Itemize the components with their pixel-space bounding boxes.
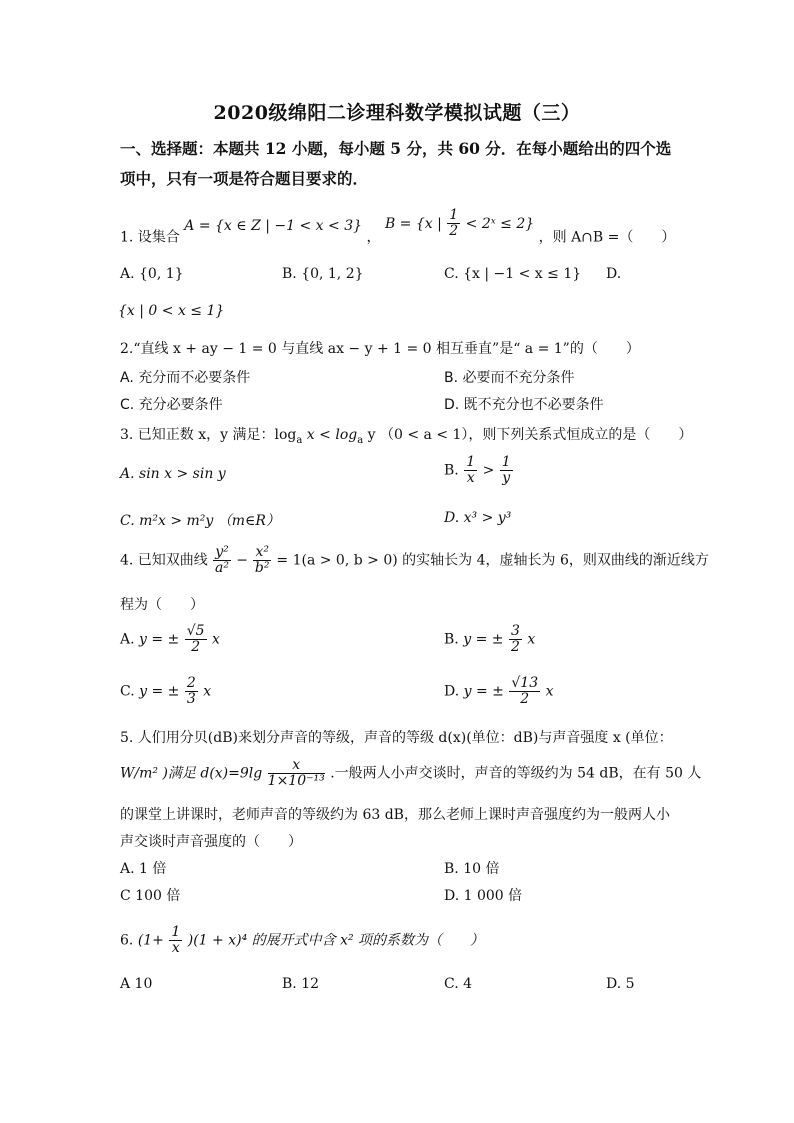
q3-option-d[interactable]: D. x³ > y³ xyxy=(444,510,512,526)
q3-b-gt: > xyxy=(482,462,495,479)
q1-option-b[interactable]: B. {0, 1, 2} xyxy=(282,266,364,282)
q5-line2-post: .一般两人小声交谈时，声音的等级约为 54 dB，在有 50 人 xyxy=(330,765,702,782)
q6-fraction xyxy=(169,925,182,956)
q3-log-base-1: a xyxy=(296,434,303,446)
q6-option-a[interactable]: A 10 xyxy=(120,976,153,992)
fraction-denominator: 2 xyxy=(520,691,530,707)
q1-set-b-lead: B = {x | xyxy=(384,215,442,232)
q4-stem-tail: = 1(a > 0, b > 0) 的实轴长为 4，虚轴长为 6，则双曲线的渐近线方 xyxy=(276,552,709,569)
fraction-denominator: x xyxy=(171,940,180,956)
q4-stem-prefix: 4. 已知双曲线 xyxy=(120,552,208,569)
q4-option-a-label: A. xyxy=(120,631,135,648)
q2-option-a[interactable]: A. 充分而不必要条件 xyxy=(120,370,251,386)
q3-option-c[interactable]: C. m²x > m²y （m∈R） xyxy=(120,513,280,529)
q2-option-b[interactable]: B. 必要而不充分条件 xyxy=(444,370,575,386)
q3-option-a[interactable]: A. sin x > sin y xyxy=(120,466,226,482)
q6-prefix: 6. xyxy=(120,932,134,949)
section-heading-line1: 一、选择题：本题共 12 小题，每小题 5 分，共 60 分．在每小题给出的四个选 xyxy=(120,139,672,158)
question-3-stem xyxy=(120,424,692,446)
q1-set-b xyxy=(384,207,539,239)
fraction-denominator: y xyxy=(502,470,511,486)
q1-comma: ， xyxy=(366,229,381,246)
q1-set-a: A = {x ∈ Z | −1 < x < 3} xyxy=(184,217,363,234)
q6-expr-pre: (1+ xyxy=(137,932,164,949)
q1-set-b-tail: < 2ˣ ≤ 2} xyxy=(465,215,535,232)
q2-option-c[interactable]: C. 充分必要条件 xyxy=(120,397,223,413)
page-title: 2020级绵阳二诊理科数学模拟试题（三） xyxy=(213,102,581,124)
q1-suffix: ，则 A∩B =（ ） xyxy=(538,229,676,246)
q4-option-a[interactable] xyxy=(120,624,220,655)
fraction-numerator: x² xyxy=(255,544,269,560)
section-heading-line2: 项中，只有一项是符合题目要求的． xyxy=(120,169,369,188)
q4-stem-line2: 程为（ ） xyxy=(120,597,204,613)
fraction-denominator: 1×10⁻¹³ xyxy=(267,773,325,789)
q4-d-fraction xyxy=(509,676,540,707)
question-2-stem: 2.“直线 x + ay − 1 = 0 与直线 ax − y + 1 = 0 相互垂直”是“ a = 1”的（ ） xyxy=(120,341,640,357)
fraction-numerator: x xyxy=(268,758,325,774)
fraction-denominator: x xyxy=(466,470,475,486)
q4-option-b[interactable] xyxy=(444,624,535,655)
q1-option-d-value: {x | 0 < x ≤ 1} xyxy=(118,303,225,319)
q5-line2-pre: W/m² )满足 d(x)=9lg xyxy=(120,765,263,782)
q4-fraction-2 xyxy=(253,545,271,576)
q4-d-post: x xyxy=(545,683,554,700)
q4-minus: − xyxy=(236,552,248,569)
question-4-stem xyxy=(120,545,709,576)
fraction-denominator: 2 xyxy=(510,639,520,655)
q6-option-d[interactable]: D. 5 xyxy=(606,976,635,992)
q4-d-pre: y = ± xyxy=(463,683,504,700)
q6-expr-post: )(1 + x)⁴ 的展开式中含 x² 项的系数为（ ） xyxy=(187,932,485,949)
q5-option-c[interactable]: C 100 倍 xyxy=(120,888,181,904)
q3-option-b-label: B. xyxy=(444,462,459,479)
q3-stem-tail: y （0 < a < 1），则下列关系式恒成立的是（ ） xyxy=(363,427,693,443)
fraction-denominator: 3 xyxy=(186,691,196,707)
q4-c-pre: y = ± xyxy=(139,683,180,700)
question-6-stem xyxy=(120,925,484,956)
fraction-denominator: 2 xyxy=(449,223,459,239)
fraction-numerator: 1 xyxy=(466,454,476,470)
q5-line2 xyxy=(120,758,701,789)
q1-prefix: 1. 设集合 xyxy=(120,229,180,246)
q6-option-c[interactable]: C. 4 xyxy=(444,976,473,992)
fraction-numerator: 1 xyxy=(501,454,511,470)
section-heading xyxy=(120,134,680,194)
q1-option-a[interactable]: A. {0, 1} xyxy=(120,266,184,282)
q3-b-right-fraction xyxy=(500,455,513,486)
q4-option-c[interactable] xyxy=(120,676,211,707)
fraction-numerator: √5 xyxy=(186,623,205,639)
q6-option-b[interactable]: B. 12 xyxy=(282,976,320,992)
fraction-numerator: y² xyxy=(215,544,229,560)
fraction-denominator: 2 xyxy=(191,639,201,655)
question-1-stem xyxy=(120,207,676,253)
fraction-numerator: 3 xyxy=(510,623,520,639)
q4-fraction-1 xyxy=(213,545,231,576)
q5-line4: 声交谈时声音强度的（ ） xyxy=(120,834,302,850)
q4-option-c-label: C. xyxy=(120,683,135,700)
q5-option-d[interactable]: D. 1 000 倍 xyxy=(444,888,523,904)
q4-option-d-label: D. xyxy=(444,683,460,700)
q3-stem-mid: x < log xyxy=(302,427,358,443)
fraction-numerator: 1 xyxy=(171,924,181,940)
q4-a-fraction xyxy=(185,624,207,655)
q3-b-left-fraction xyxy=(464,455,477,486)
q3-option-b[interactable] xyxy=(444,455,514,486)
fraction-denominator: b² xyxy=(254,560,270,576)
q5-line3: 的课堂上讲课时，老师声音的等级约为 63 dB，那么老师上课时声音强度约为一般两人小 xyxy=(120,807,670,823)
q1-set-b-fraction xyxy=(447,208,460,239)
q4-b-pre: y = ± xyxy=(463,631,504,648)
q4-c-post: x xyxy=(203,683,212,700)
q5-option-b[interactable]: B. 10 倍 xyxy=(444,861,500,877)
q1-option-c[interactable]: C. {x | −1 < x ≤ 1} xyxy=(444,266,582,282)
fraction-numerator: 1 xyxy=(449,207,459,223)
fraction-numerator: √13 xyxy=(511,675,539,691)
q5-fraction xyxy=(268,758,325,789)
q2-option-d[interactable]: D. 既不充分也不必要条件 xyxy=(444,397,604,413)
q1-option-d-label[interactable]: D. xyxy=(606,266,622,282)
q3-log-base-2: a xyxy=(357,434,364,446)
q5-option-a[interactable]: A. 1 倍 xyxy=(120,861,167,877)
q4-option-b-label: B. xyxy=(444,631,459,648)
fraction-numerator: 2 xyxy=(186,675,196,691)
q4-c-fraction xyxy=(185,676,198,707)
q3-stem-start: 3. 已知正数 x，y 满足：log xyxy=(120,427,297,443)
q4-a-post: x xyxy=(212,631,220,648)
q5-line1: 5. 人们用分贝(dB)来划分声音的等级，声音的等级 d(x)(单位：dB)与声音强度 x (单位： xyxy=(120,730,673,746)
q4-b-fraction xyxy=(509,624,522,655)
q4-a-pre: y = ± xyxy=(139,631,180,648)
q4-option-d[interactable] xyxy=(444,676,553,707)
fraction-denominator: a² xyxy=(215,560,230,576)
q4-b-post: x xyxy=(527,631,536,648)
